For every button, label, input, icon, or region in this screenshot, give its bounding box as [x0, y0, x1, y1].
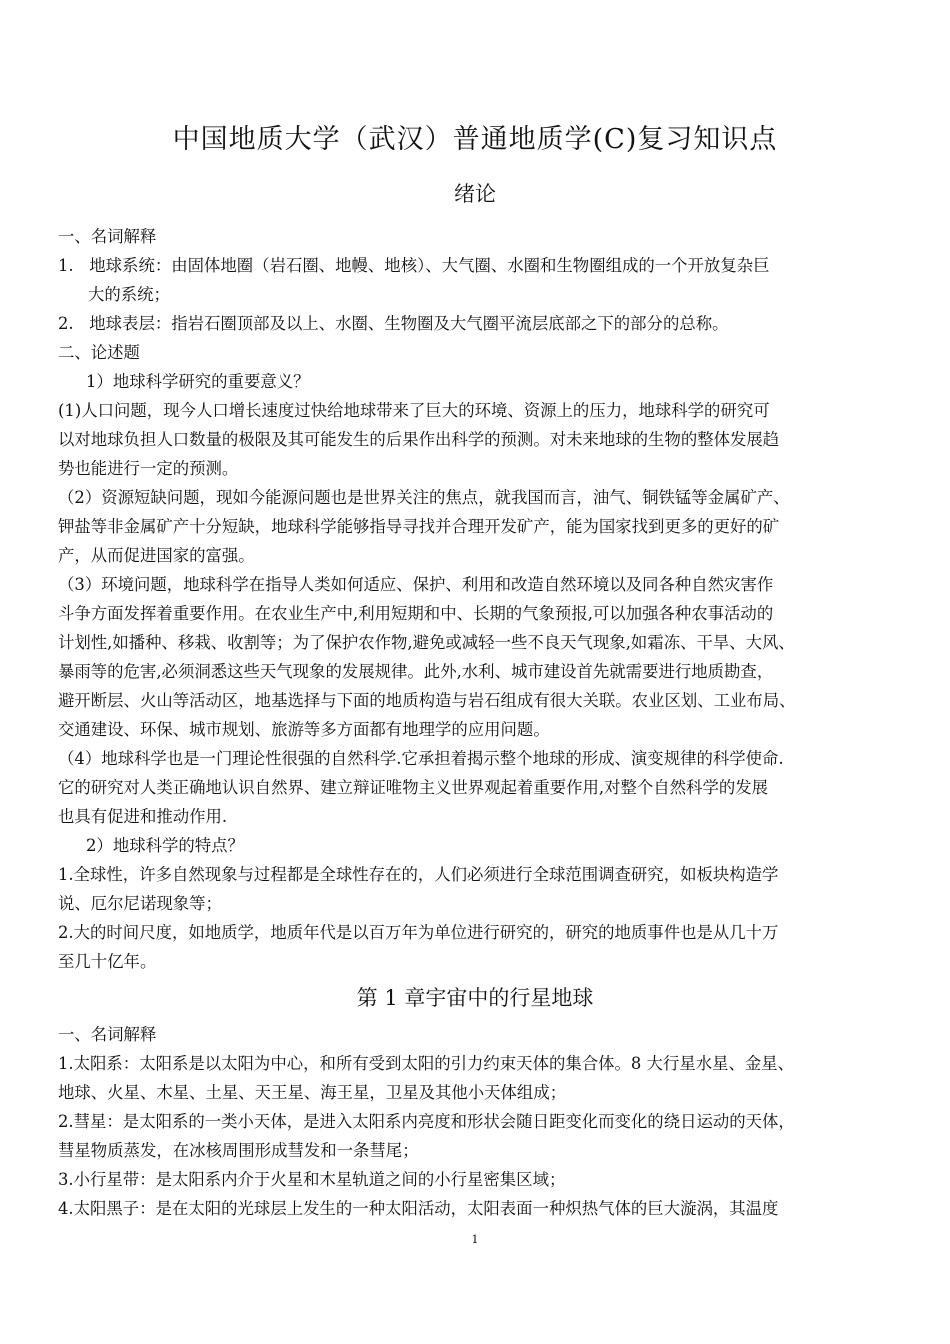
definition-line: 彗星物质蒸发，在冰核周围形成彗发和一条彗尾；: [58, 1141, 419, 1160]
paragraph-line: 斗争方面发挥着重要作用。在农业生产中,利用短期和中、长期的气象预报,可以加强各种农事活动的: [58, 604, 774, 623]
term-2: 2. 地球表层：指岩石圈顶部及以上、水圈、生物圈及大气圈平流层底部之下的部分的总称。: [58, 314, 729, 333]
section-heading-chapter1: 第 1 章宇宙中的行星地球: [356, 986, 594, 1010]
definition-line: 1.太阳系：太阳系是以太阳为中心，和所有受到太阳的引力约束天体的集合体。8 大行星水星、金星、: [58, 1054, 795, 1073]
definition-line: 3.小行星带：是太阳系内介于火星和木星轨道之间的小行星密集区域；: [58, 1170, 566, 1189]
paragraph-line: （4）地球科学也是一门理论性很强的自然科学.它承担着揭示整个地球的形成、演变规律的科学使命.: [58, 749, 784, 768]
paragraph-line: (1)人口问题，现今人口增长速度过快给地球带来了巨大的环境、资源上的压力，地球科学的研究可: [58, 401, 770, 420]
paragraph-line: 1.全球性，许多自然现象与过程都是全球性存在的，人们必须进行全球范围调查研究，如板块构造学: [58, 865, 779, 884]
paragraph-line: 钾盐等非金属矿产十分短缺，地球科学能够指导寻找并合理开发矿产，能为国家找到更多的更好的矿: [58, 517, 780, 536]
paragraph-line: 交通建设、环保、城市规划、旅游等多方面都有地理学的应用问题。: [58, 720, 550, 739]
definition-line: 4.太阳黑子：是在太阳的光球层上发生的一种太阳活动，太阳表面一种炽热气体的巨大漩涡，其温度: [58, 1199, 779, 1218]
definition-line: 地球、火星、木星、土星、天王星、海王星，卫星及其他小天体组成；: [58, 1083, 567, 1102]
paragraph-line: 暴雨等的危害,必须洞悉这些天气现象的发展规律。此外,水利、城市建设首先就需要进行地质勘查，: [58, 662, 774, 681]
term-1: 1. 地球系统：由固体地圈（岩石圈、地幔、地核）、大气圈、水圈和生物圈组成的一个开放复杂巨: [58, 256, 770, 275]
paragraph-line: 产，从而促进国家的富强。: [58, 546, 255, 565]
subheading-terms: 一、名词解释: [58, 1025, 157, 1044]
paragraph-line: （2）资源短缺问题，现如今能源问题也是世界关注的焦点，就我国而言，油气、铜铁锰等金属矿产、: [58, 488, 790, 507]
paragraph-line: 它的研究对人类正确地认识自然界、建立辩证唯物主义世界观起着重要作用,对整个自然科学的发展: [58, 778, 769, 797]
paragraph-line: （3）环境问题，地球科学在指导人类如何适应、保护、利用和改造自然环境以及同各种自然灾害作: [58, 575, 774, 594]
term-1-cont: 大的系统；: [88, 285, 170, 304]
paragraph-line: 势也能进行一定的预测。: [58, 459, 239, 478]
paragraph-line: 以对地球负担人口数量的极限及其可能发生的后果作出科学的预测。对未来地球的生物的整体发展趋: [58, 430, 780, 449]
page-number: 1: [471, 1233, 479, 1246]
paragraph-line: 说、厄尔尼诺现象等；: [58, 894, 222, 913]
paragraph-line: 避开断层、火山等活动区，地基选择与下面的地质构造与岩石组成有很大关联。农业区划、工业布局、: [58, 691, 796, 710]
paragraph-line: 至几十亿年。: [58, 952, 157, 971]
definition-line: 2.彗星：是太阳系的一类小天体，是进入太阳系内亮度和形状会随日距变化而变化的绕日运动的天体，: [58, 1112, 795, 1131]
section-heading-intro: 绪论: [454, 182, 496, 206]
question-2: 2）地球科学的特点？: [86, 836, 244, 855]
question-1: 1）地球科学研究的重要意义？: [86, 372, 310, 391]
subheading-terms: 一、名词解释: [58, 227, 157, 246]
document-title: 中国地质大学（武汉）普通地质学(C)复习知识点: [172, 124, 778, 155]
paragraph-line: 2.大的时间尺度，如地质学，地质年代是以百万年为单位进行研究的，研究的地质事件也是从几十万: [58, 923, 779, 942]
paragraph-line: 也具有促进和推动作用.: [58, 807, 228, 826]
subheading-essay: 二、论述题: [58, 343, 140, 362]
paragraph-line: 计划性,如播种、移栽、收割等；为了保护农作物,避免或减轻一些不良天气现象,如霜冻、干旱、大风、: [58, 633, 795, 652]
